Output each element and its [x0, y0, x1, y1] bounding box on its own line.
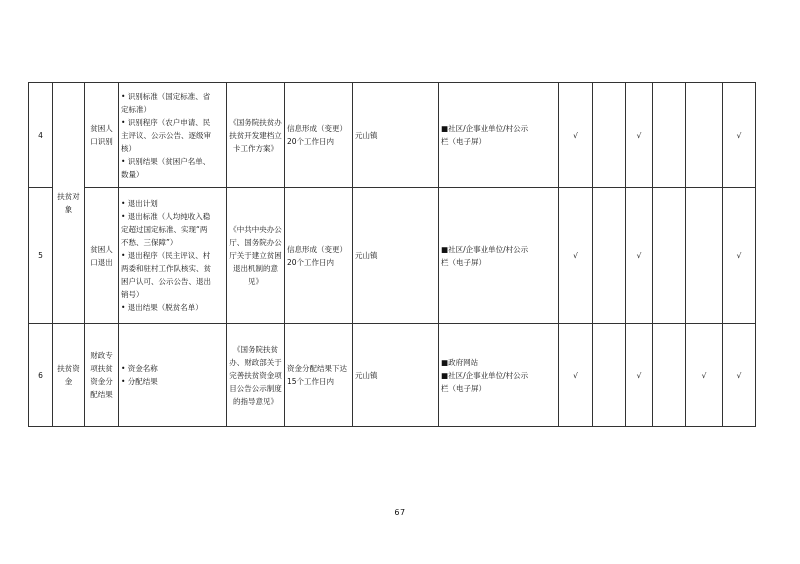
check-cell: √ — [723, 83, 756, 188]
check-cell: √ — [559, 188, 593, 324]
category-cell: 扶贫对象 — [53, 83, 85, 324]
time-limit-cell: 信息形成（变更）20个工作日内 — [285, 83, 353, 188]
page-number: 67 — [394, 508, 406, 517]
item-cell: 财政专项扶贫资金分配结果 — [85, 324, 119, 427]
check-cell — [593, 83, 626, 188]
check-cell — [593, 324, 626, 427]
table-row — [29, 188, 756, 324]
content-cell: • 退出计划 • 退出标准（人均纯收入稳 定超过国定标准、实现“两 不愁、三保障”） • 退出程序（民主评议、村 两委和驻村工作队核实、贫 困户认可、公示公告、退出 销号） • 退出结果（脱贫名单） — [119, 188, 227, 324]
channel-cell: ■政府网站 ■社区/企事业单位/村公示 栏（电子屏） — [439, 324, 559, 427]
check-cell: √ — [626, 324, 653, 427]
channel-cell: ■社区/企事业单位/村公示 栏（电子屏） — [439, 83, 559, 188]
table-row — [29, 324, 756, 427]
check-cell: √ — [559, 83, 593, 188]
time-limit-cell: 资金分配结果下达15个工作日内 — [285, 324, 353, 427]
basis-cell: 《国务院扶贫办扶贫开发建档立卡工作方案》 — [227, 83, 285, 188]
subject-cell: 元山镇 — [353, 188, 439, 324]
subject-cell: 元山镇 — [353, 83, 439, 188]
check-cell: √ — [559, 324, 593, 427]
check-cell — [653, 188, 686, 324]
check-cell: √ — [626, 188, 653, 324]
check-cell — [653, 324, 686, 427]
row-number: 4 — [29, 83, 53, 188]
check-cell — [686, 188, 723, 324]
channel-cell: ■社区/企事业单位/村公示 栏（电子屏） — [439, 188, 559, 324]
check-cell: √ — [686, 324, 723, 427]
check-cell: √ — [626, 83, 653, 188]
content-cell: • 资金名称 • 分配结果 — [119, 324, 227, 427]
time-limit-cell: 信息形成（变更）20个工作日内 — [285, 188, 353, 324]
category-cell: 扶贫资金 — [53, 324, 85, 427]
item-cell: 贫困人口识别 — [85, 83, 119, 188]
row-number: 5 — [29, 188, 53, 324]
check-cell — [686, 83, 723, 188]
check-cell — [593, 188, 626, 324]
check-cell: √ — [723, 324, 756, 427]
basis-cell: 《国务院扶贫办、财政部关于完善扶贫资金项目公告公示制度的指导意见》 — [227, 324, 285, 427]
row-number: 6 — [29, 324, 53, 427]
basis-cell: 《中共中央办公厅、国务院办公厅关于建立贫困退出机制的意见》 — [227, 188, 285, 324]
table-row — [29, 83, 756, 188]
disclosure-table — [28, 82, 756, 427]
subject-cell: 元山镇 — [353, 324, 439, 427]
item-cell: 贫困人口退出 — [85, 188, 119, 324]
check-cell: √ — [723, 188, 756, 324]
check-cell — [653, 83, 686, 188]
content-cell: • 识别标准（国定标准、省 定标准） • 识别程序（农户申请、民 主评议、公示公告、逐级审 核） • 识别结果（贫困户名单、 数量） — [119, 83, 227, 188]
